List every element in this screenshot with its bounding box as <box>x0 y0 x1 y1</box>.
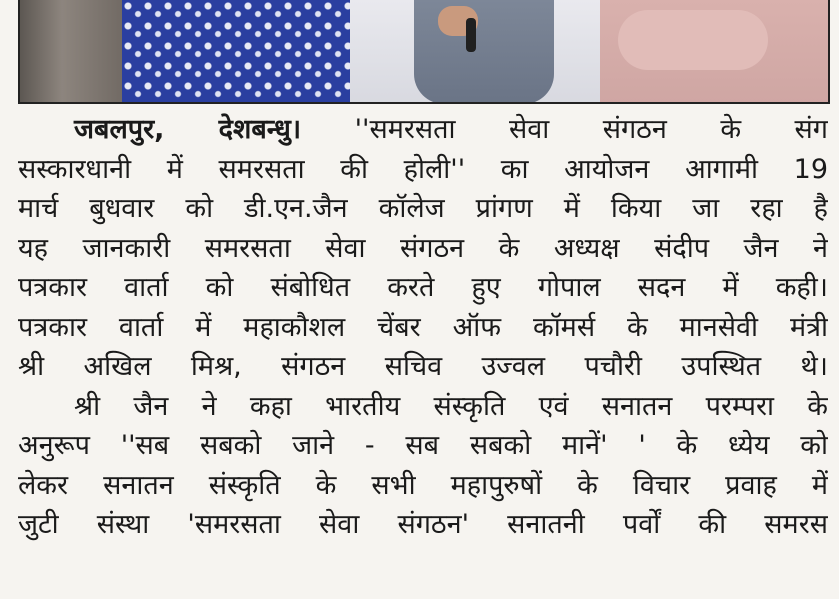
article-body <box>18 110 828 545</box>
article-line-11: जुटी संस्था 'समरसता सेवा संगठन' सनातनी पर्वों की समरस <box>18 509 828 540</box>
article-line-7: श्री अखिल मिश्र, संगठन सचिव उज्वल पचौरी उपस्थित थे। <box>18 351 828 382</box>
article-line-3: मार्च बुधवार को डी.एन.जैन कॉलेज प्रांगण में किया जा रहा है <box>18 193 828 224</box>
article-line-8: श्री जैन ने कहा भारतीय संस्कृति एवं सनातन परम्परा के <box>74 390 828 422</box>
article-line-10: लेकर सनातन संस्कृति के सभी महापुरुषों के विचार प्रवाह में <box>18 469 828 501</box>
article-text: ''समरसता सेवा संगठन के संग <box>354 114 828 145</box>
article-line-4: यह जानकारी समरसता सेवा संगठन के अध्यक्ष संदीप जैन ने <box>18 232 828 264</box>
article-line-5: पत्रकार वार्ता को संबोधित करते हुए गोपाल सदन में कही। <box>18 272 828 303</box>
article-line-9: अनुरूप ''सब सबको जाने - सब सबको मानें' ' के ध्येय को <box>18 430 828 461</box>
photo-frame <box>18 0 830 104</box>
article-line-6: पत्रकार वार्ता में महाकौशल चेंबर ऑफ कॉमर्स के मानसेवी मंत्री <box>18 311 828 343</box>
news-photo <box>18 0 830 104</box>
dateline: जबलपुर, देशबन्धु। <box>74 114 302 145</box>
article-line-2: सस्कारधानी में समरसता की होली'' का आयोजन आगामी 19 <box>18 153 828 185</box>
article-line-1 <box>18 110 828 150</box>
